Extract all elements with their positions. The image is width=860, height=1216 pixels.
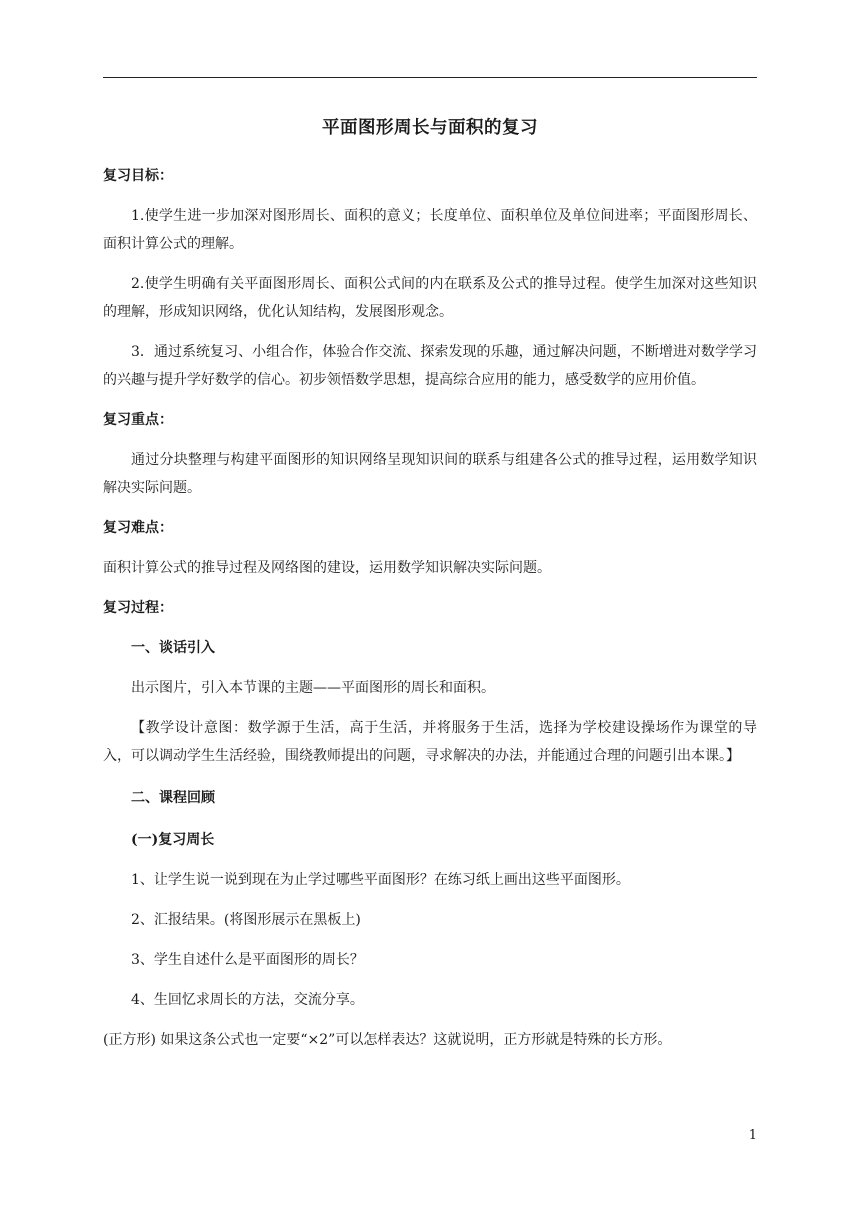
section2-heading: 二、课程回顾 <box>131 790 215 806</box>
design-note: 【教学设计意图：数学源于生活，高于生活，并将服务于生活，选择为学校建设操场作为课堂的导入，可以调动学生生活经验，围绕教师提出的问题，寻求解决的办法，并能通过合理的问题引出本课。】 <box>103 720 757 764</box>
goal-item: 2.使学生明确有关平面图形周长、面积公式间的内在联系及公式的推导过程。使学生加深对这些知识的理解，形成知识网络，优化认知结构，发展图形观念。 <box>103 276 757 320</box>
step-item: 1、让学生说一说到现在为止学过哪些平面图形？在练习纸上画出这些平面图形。 <box>131 872 630 888</box>
section1-heading: 一、谈话引入 <box>131 640 215 656</box>
goal-item: 1.使学生进一步加深对图形周长、面积的意义；长度单位、面积单位及单位间进率；平面图形周长、面积计算公式的理解。 <box>103 208 757 252</box>
step-item: 3、学生自述什么是平面图形的周长？ <box>131 952 364 968</box>
header-rule <box>103 77 757 78</box>
key-points-text: 通过分块整理与构建平面图形的知识网络呈现知识间的联系与组建各公式的推导过程，运用数学知识解决实际问题。 <box>103 452 757 496</box>
key-points-heading: 复习重点： <box>103 412 173 428</box>
subsection1-heading: (一)复习周长 <box>131 832 215 848</box>
process-heading: 复习过程： <box>103 600 173 616</box>
difficulty-heading: 复习难点： <box>103 520 173 536</box>
step-item: 2、汇报结果。(将图形展示在黑板上) <box>131 912 361 928</box>
goals-heading: 复习目标： <box>103 168 173 184</box>
page-number: 1 <box>748 1128 757 1143</box>
document-body <box>103 114 757 1066</box>
section1-text: 出示图片，引入本节课的主题——平面图形的周长和面积。 <box>131 680 495 696</box>
square-note: (正方形) 如果这条公式也一定要“×2”可以怎样表达？这就说明，正方形就是特殊的长方形。 <box>103 1032 672 1048</box>
step-item: 4、生回忆求周长的方法，交流分享。 <box>131 992 364 1008</box>
difficulty-text: 面积计算公式的推导过程及网络图的建设，运用数学知识解决实际问题。 <box>103 560 551 576</box>
document-title: 平面图形周长与面积的复习 <box>322 118 538 138</box>
goal-item: 3．通过系统复习、小组合作，体验合作交流、探索发现的乐趣，通过解决问题，不断增进对数学学习的兴趣与提升学好数学的信心。初步领悟数学思想，提高综合应用的能力，感受数学的应用价值。 <box>103 344 757 388</box>
